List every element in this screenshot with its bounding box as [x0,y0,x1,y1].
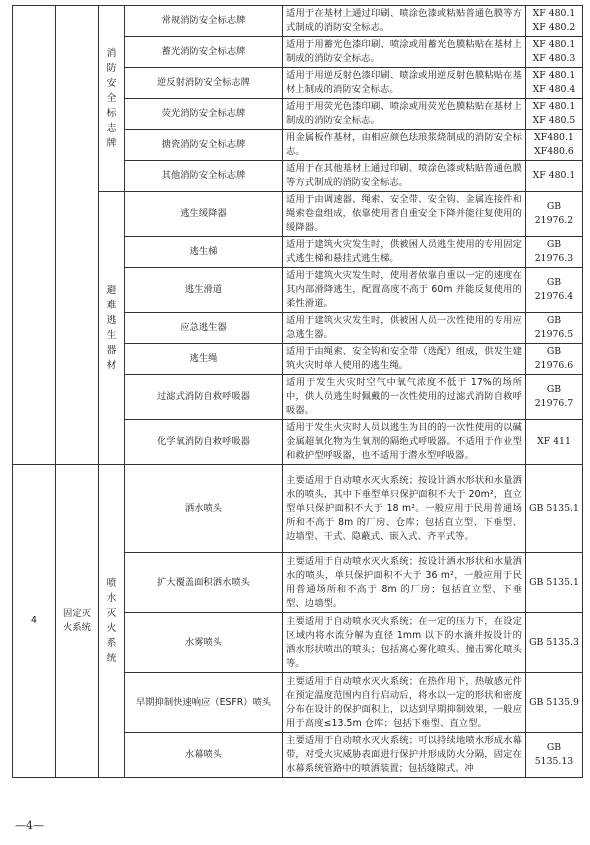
standard-cell [526,37,583,68]
subcategory-label: 避难逃生器材 [106,285,117,371]
standard-code: XF 480.5 [532,115,576,126]
standard-cell [526,99,583,130]
product-name: 荧光消防安全标志牌 [125,99,283,130]
standard-code: GB 21976.6 [534,346,574,371]
product-description: 适用于用逆反射色漆印刷、喷涂或用逆反射色膜粘贴在基材上制成的消防安全标志。 [283,68,526,99]
product-description: 适用于在基材上通过印刷、喷涂色漆或粘贴普通色膜等方式制成的消防安全标志。 [283,6,526,37]
standard-code: XF 480.1 [532,101,576,112]
standard-cell [526,268,583,313]
product-description: 主要适用于自动喷水灭火系统；按设计洒水形状和水量洒水的喷头，其中下垂型单只保护面积不大于 20m²，直立型单只保护面积不大于 18 m²。一般应用于民用普通场所和不高于 8m 的厂房、仓库；包括直立型、下垂型、边墙型、干式、隐蔽式、嵌入式、齐平式等。 [283,465,526,553]
standard-cell [526,733,583,778]
category-cell: 固定灭火系统 [56,465,99,778]
product-name: 常规消防安全标志牌 [125,6,283,37]
product-name: 搪瓷消防安全标志牌 [125,130,283,161]
product-description: 适用于用蓄光色漆印刷、喷涂或用蓄光色膜粘贴在基材上制成的消防安全标志。 [283,37,526,68]
standard-cell [526,313,583,344]
standard-cell [526,553,583,613]
page-number: —4— [15,819,44,832]
subcategory-label: 消防安全标志牌 [106,48,117,149]
standard-code: GB 21976.2 [534,201,574,226]
standard-cell [526,237,583,268]
table-row [13,192,583,237]
standard-cell [526,130,583,161]
standard-code: XF 480.2 [532,22,576,33]
subcategory-cell [99,192,125,465]
product-description: 适用于在其他基材上通过印刷、喷涂色漆或粘贴普通色膜等方式制成的消防安全标志。 [283,161,526,192]
product-name: 应急逃生器 [125,313,283,344]
product-description: 适用于由绳索、安全钩和安全带（选配）组成，供发生建筑火灾时单人使用的逃生绳。 [283,344,526,375]
table-row [13,465,583,553]
standard-code: XF 480.1 [532,8,576,19]
standard-code: XF480.6 [534,146,574,157]
product-name: 化学氧消防自救呼吸器 [125,420,283,465]
standard-cell [526,344,583,375]
standard-code: XF 480.3 [532,53,576,64]
product-description: 适用于建筑火灾发生时，供被困人员逃生使用的专用固定式逃生梯和悬挂式逃生梯。 [283,237,526,268]
product-description: 主要适用于自动喷水灭火系统；按设计洒水形状和水量洒水的喷头，单只保护面积不大于 36 m²，一般应用于民用普通场所和不高于 8m 的厂房；包括直立型、下垂型、边墙型。 [283,553,526,613]
standard-code: XF 480.1 [532,70,576,81]
standard-code: GB 5135.3 [529,636,579,648]
standard-code: GB 21976.7 [534,384,574,409]
product-description: 适用于发生火灾时人员以逃生为目的的一次性使用的以碱金属超氧化物为生氧剂的隔绝式呼吸器。不适用于作业型和救护型呼吸器，也不适用于潜水型呼吸器。 [283,420,526,465]
product-name: 逃生绳 [125,344,283,375]
product-description: 适用于用荧光色漆印刷、喷涂或用荧光色膜粘贴在基材上制成的消防安全标志。 [283,99,526,130]
product-name: 水幕喷头 [125,733,283,778]
standard-cell [526,375,583,420]
product-name: 其他消防安全标志牌 [125,161,283,192]
standard-code: GB 21976.4 [534,277,574,302]
product-name: 洒水喷头 [125,465,283,553]
product-name: 逃生缓降器 [125,192,283,237]
product-description: 主要适用于自动喷水灭火系统；在一定的压力下，在设定区域内将水流分解为直径 1mm 以下的水滴并按设计的洒水形状喷出的喷头；包括离心雾化喷头、撞击雾化喷头等。 [283,613,526,673]
standard-cell [526,613,583,673]
standard-code: GB 5135.13 [534,742,574,767]
standard-code: GB 21976.5 [534,315,574,340]
product-name: 扩大覆盖面积洒水喷头 [125,553,283,613]
subcategory-cell [99,6,125,192]
standard-code: XF 480.4 [532,84,576,95]
category-cell [56,6,99,465]
product-description: 适用于发生火灾时空气中氧气浓度不低于 17%的场所中，供人员逃生时佩戴的一次性使用的过滤式消防自救呼吸器。 [283,375,526,420]
product-description: 主要适用于自动喷水灭火系统；可以持续地喷水形成水幕带，对受火灾威胁表面进行保护并形成防火分隔，固定在水幕系统管路中的喷洒装置；包括缝隙式、冲 [283,733,526,778]
standard-cell [526,6,583,37]
standards-table [12,5,583,778]
number-cell [13,6,56,465]
product-name: 过滤式消防自救呼吸器 [125,375,283,420]
standard-code: XF480.1 [534,132,574,143]
standard-code: XF 480.1 [532,39,576,50]
product-description: 适用于建筑火灾发生时，供被困人员一次性使用的专用应急逃生器。 [283,313,526,344]
standard-cell [526,465,583,553]
product-description: 用金属板作基材，由相应颜色珐琅浆烧制成的消防安全标志。 [283,130,526,161]
subcategory-label: 喷水灭火系统 [106,578,117,664]
product-name: 逃生滑道 [125,268,283,313]
product-name: 早期抑制快速响应（ESFR）喷头 [125,673,283,733]
standard-code: XF 480.1 [532,170,576,181]
product-description: 主要适用于自动喷水灭火系统；在热作用下，热敏感元件在预定温度范围内自行启动后，将水以一定的形状和密度分布在设计的保护面积上，以达到早期抑制效果，一般应用于高度≤13.5m 仓库；包括下垂型、直立型。 [283,673,526,733]
product-name: 逆反射消防安全标志牌 [125,68,283,99]
standard-code: GB 5135.9 [529,696,579,708]
standard-code: GB 21976.3 [534,239,574,264]
standard-cell [526,420,583,465]
product-description: 适用于建筑火灾发生时，使用者依靠自重以一定的速度在其内部滑降逃生，配置高度不高于 60m 并能反复使用的柔性滑道。 [283,268,526,313]
standard-code: GB 5135.1 [529,576,579,588]
standard-cell [526,161,583,192]
product-name: 逃生梯 [125,237,283,268]
standard-cell [526,68,583,99]
product-name: 水雾喷头 [125,613,283,673]
table-row [13,6,583,37]
standard-cell [526,192,583,237]
standard-code: GB 5135.1 [529,502,579,514]
number-cell: 4 [13,465,56,778]
subcategory-cell [99,465,125,778]
product-name: 蓄光消防安全标志牌 [125,37,283,68]
product-description: 适用于由调速器、绳索、安全带、安全钩、金属连接件和绳索卷盘组成，依靠使用者自重安全下降并能往复使用的缓降器。 [283,192,526,237]
standard-cell [526,673,583,733]
standard-code: XF 411 [537,436,571,447]
